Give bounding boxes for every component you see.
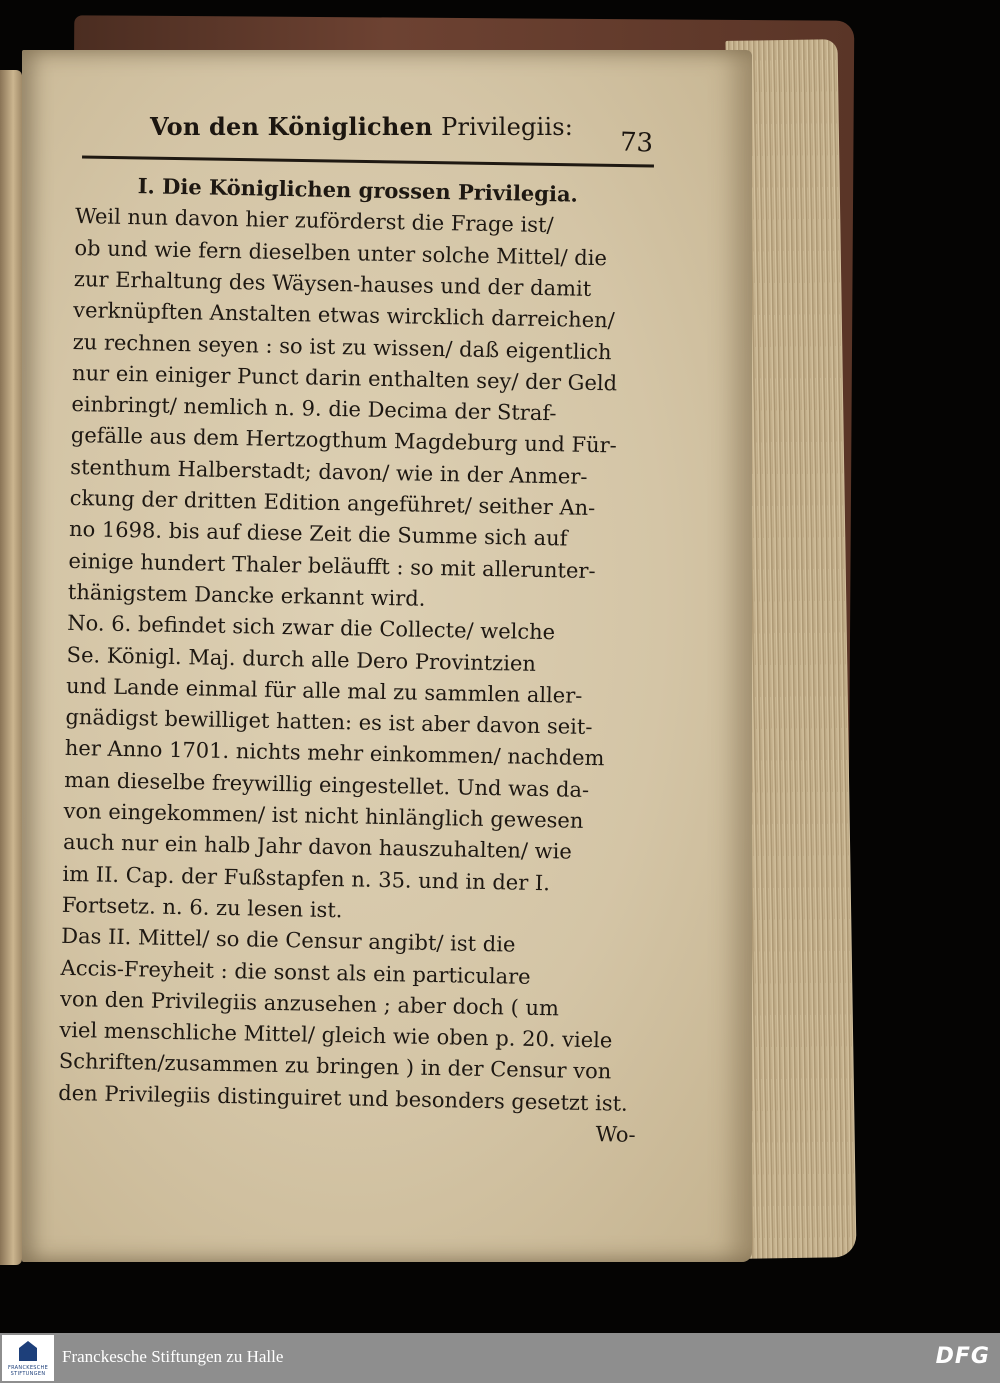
- text-line: den Privilegiis distinguiret und besonders gesetzt ist.: [58, 1080, 628, 1116]
- text-line: No. 6. befindet sich zwar die Collecte/ welche: [67, 611, 556, 645]
- text-line: auch nur ein halb Jahr davon hauszuhalten/ wie: [62, 830, 573, 864]
- text-line: Schriften/zusammen zu bringen ) in der Censur von: [58, 1049, 612, 1084]
- text-line: Weil nun davon hier zuförderst die Frage ist/: [74, 204, 554, 238]
- text-line: einbringt/ nemlich n. 9. die Decima der Straf-: [71, 392, 557, 426]
- text-line: stenthum Halberstadt; davon/ wie in der Anmer-: [70, 454, 588, 489]
- text-line: Wo-: [595, 1122, 636, 1147]
- section-heading: I. Die Königlichen grossen Privilegia.: [137, 173, 579, 207]
- text-line: ob und wie fern dieselben unter solche Mittel/ die: [74, 235, 608, 270]
- text-line: her Anno 1701. nichts mehr einkommen/ nachdem: [64, 736, 605, 771]
- building-icon: [19, 1341, 37, 1361]
- text-line: von eingekommen/ ist nicht hinlänglich gewesen: [63, 798, 584, 833]
- text-line: Accis-Freyheit : die sonst als ein particulare: [60, 955, 531, 989]
- facing-page-edge: [0, 70, 22, 1265]
- running-head-title: Von den Königlichen: [150, 112, 433, 141]
- running-head-latin: Privilegiis:: [441, 113, 574, 141]
- text-line: zu rechnen seyen : so ist zu wissen/ daß eigentlich: [72, 329, 612, 364]
- text-line: und Lande einmal für alle mal zu sammlen aller-: [65, 673, 583, 708]
- text-line: thänigstem Dancke erkannt wird.: [67, 579, 426, 611]
- text-line: gefälle aus dem Hertzogthum Magdeburg und Für-: [70, 423, 618, 458]
- dfg-logo: DFG: [935, 1344, 990, 1369]
- text-line: ckung der dritten Edition angeführet/ seither An-: [69, 485, 596, 521]
- text-line: einige hundert Thaler beläufft : so mit allerunter-: [68, 548, 596, 583]
- text-line: nur ein einiger Punct darin enthalten sey/ der Geld: [71, 360, 618, 396]
- text-line: viel menschliche Mittel/ gleich wie oben p. 20. viele: [59, 1017, 613, 1053]
- text-line: im II. Cap. der Fußstapfen n. 35. und in der I.: [62, 861, 551, 895]
- institution-logo-text: FRANCKESCHE STIFTUNGEN: [7, 1365, 49, 1377]
- text-line: man dieselbe freywillig eingestellet. Und was da-: [64, 767, 590, 802]
- text-line: gnädigst bewilliget hatten: es ist aber davon seit-: [65, 704, 593, 740]
- text-line: Fortsetz. n. 6. zu lesen ist.: [61, 892, 343, 923]
- running-head-text: [150, 112, 573, 141]
- body-text: [57, 170, 656, 1181]
- text-line: no 1698. bis auf diese Zeit die Summe sich auf: [68, 517, 568, 551]
- institution-name: Franckesche Stiftungen zu Halle: [62, 1347, 284, 1366]
- text-line: Das II. Mittel/ so die Censur angibt/ ist die: [61, 924, 516, 957]
- footer-bar: [0, 1333, 1000, 1383]
- page-number: 73: [619, 127, 654, 159]
- running-head: [150, 112, 650, 152]
- text-line: von den Privilegiis anzusehen ; aber doch ( um: [59, 986, 560, 1021]
- text-line: verknüpften Anstalten etwas wircklich darreichen/: [73, 298, 615, 333]
- text-line: Se. Königl. Maj. durch alle Dero Provintzien: [66, 642, 537, 676]
- institution-logo: [2, 1335, 54, 1381]
- text-line: zur Erhaltung des Wäysen-hauses und der damit: [73, 266, 592, 301]
